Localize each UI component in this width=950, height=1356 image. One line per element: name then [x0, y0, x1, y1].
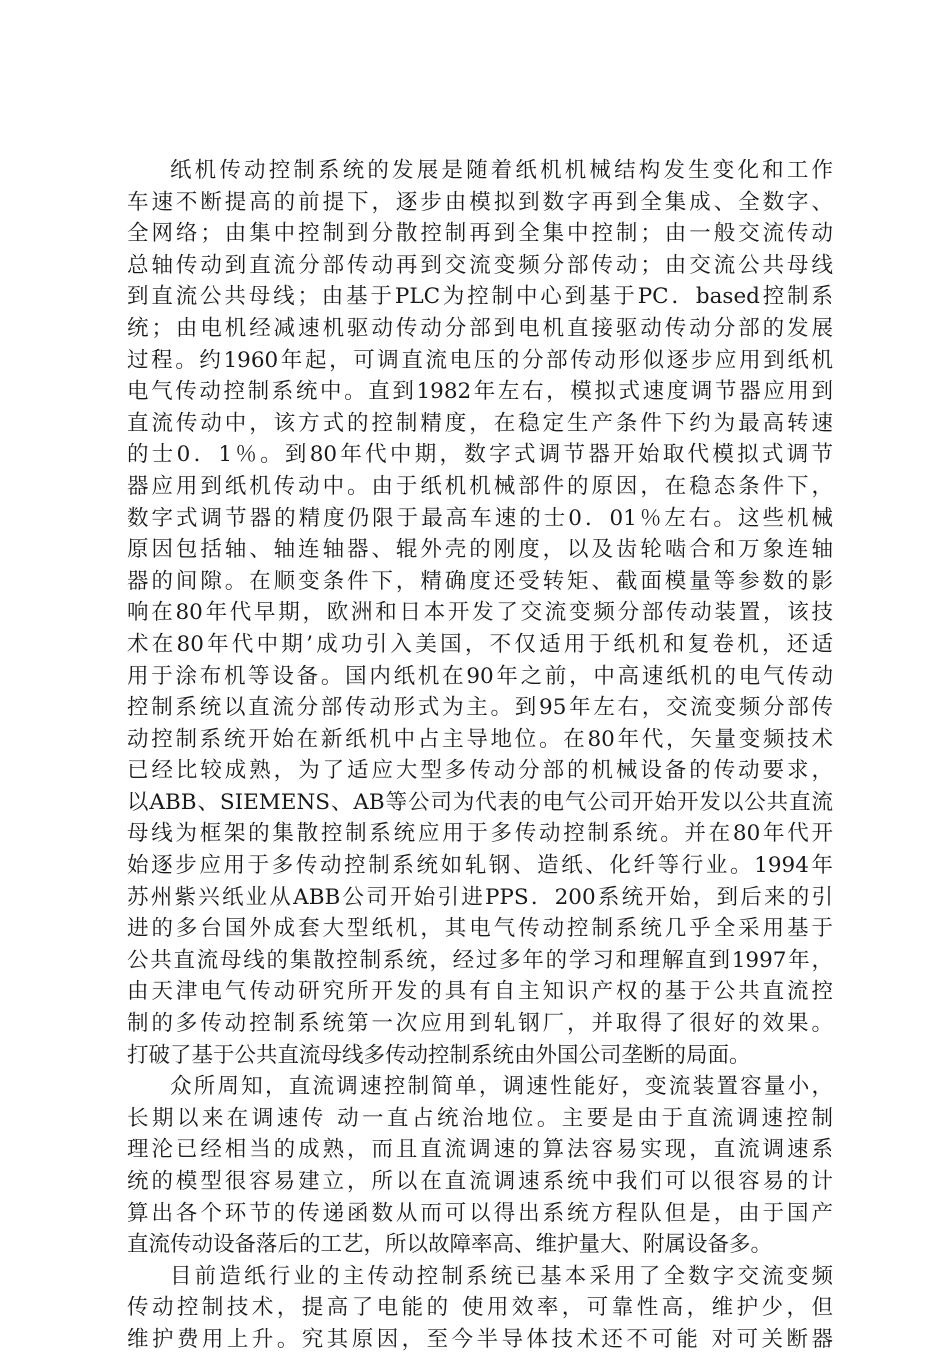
- text-line: 传动控制技术，提高了电能的 使用效率，可靠性高，维护少，但: [127, 1295, 833, 1321]
- text-line: 器应用到纸机传动中。由于纸机机械部件的原因，在稳态条件下，: [127, 473, 833, 499]
- paragraph-ac-drive: [127, 1261, 833, 1356]
- text-line: 统的模型很容易建立，所以在直流调速系统中我们可以很容易的计: [127, 1169, 833, 1194]
- text-line: 控制系统以直流分部传动形式为主。到95年左右，交流变频分部传: [127, 695, 833, 721]
- text-line: 车速不断提高的前提下，逐步由模拟到数字再到全集成、全数字、: [127, 189, 833, 215]
- text-line: 算出各个环节的传递函数从而可以得出系统方程队但是，由于国产: [127, 1200, 833, 1226]
- text-line: 直流传动中，该方式的控制精度，在稳定生产条件下约为最高转速: [127, 410, 833, 436]
- text-line: 到直流公共母线；由基于PLC为控制中心到基于PC．based控制系: [127, 284, 833, 310]
- text-line: 过程。约1960年起，可调直流电压的分部传动形似逐步应用到纸机: [127, 347, 833, 373]
- text-line: 以ABB、SIEMENS、AB等公司为代表的电气公司开始开发以公共直流: [127, 789, 833, 815]
- text-line: 原因包括轴、轴连轴器、辊外壳的刚度，以及齿轮啮合和万象连轴: [127, 537, 833, 563]
- text-line: 动控制系统开始在新纸机中占主导地位。在80年代，矢量变频技术: [127, 726, 833, 752]
- document-body: [127, 155, 833, 1356]
- text-line: 制的多传动控制系统第一次应用到轧钢厂，并取得了很好的效果。: [127, 1011, 833, 1037]
- text-line: 众所周知，直流调速控制简单，调速性能好，变流装置容量小，: [170, 1074, 833, 1100]
- text-line: 打破了基于公共直流母线多传动控制系统由外国公司垄断的局面。: [127, 1042, 751, 1068]
- text-line: 的士0．1％。到80年代中期，数字式调节器开始取代模拟式调节: [127, 442, 833, 468]
- text-line: 长期以来在调速传 动一直占统治地位。主要是由于直流调速控制: [127, 1105, 833, 1131]
- text-line: 公共直流母线的集散控制系统，经过多年的学习和理解直到1997年，: [127, 947, 833, 973]
- text-line: 用于涂布机等设备。国内纸机在90年之前，中高速纸机的电气传动: [127, 663, 833, 689]
- text-line: 器的间隙。在顺变条件下，精确度还受转矩、截面模量等参数的影: [127, 568, 833, 594]
- text-line: 目前造纸行业的主传动控制系统已基本采用了全数字交流变频: [170, 1263, 833, 1289]
- text-line: 始逐步应用于多传动控制系统如轧钢、造纸、化纤等行业。1994年: [127, 853, 833, 879]
- text-line: 术在80年代中期’成功引入美国，不仅适用于纸机和复卷机，还适: [127, 631, 833, 657]
- text-line: 母线为框架的集散控制系统应用于多传动控制系统。并在80年代开: [127, 821, 833, 847]
- text-line: 已经比较成熟，为了适应大型多传动分部的机械设备的传动要求，: [127, 758, 833, 784]
- text-line: 统；由电机经减速机驱动传动分部到电机直接驱动传动分部的发展: [127, 315, 833, 341]
- text-line: 理沦已经相当的成熟，而且直流调速的算法容易实现，直流调速系: [127, 1137, 833, 1163]
- paragraph-history: [127, 155, 833, 1071]
- text-line: 纸机传动控制系统的发展是随着纸机机械结构发生变化和工作: [170, 158, 833, 183]
- text-line: 全网络；由集中控制到分散控制再到全集中控制；由一般交流传动: [127, 221, 833, 247]
- text-line: 进的多台国外成套大型纸机，其电气传动控制系统几乎全采用基于: [127, 916, 833, 942]
- text-line: 苏州紫兴纸业从ABB公司开始引进PPS．200系统开始，到后来的引: [127, 884, 833, 910]
- text-line: 直流传动设备落后的工艺，所以故障率高、维护量大、附属设备多。: [127, 1232, 773, 1258]
- text-line: 维护费用上升。究其原因，至今半导体技术还不可能 对可关断器: [127, 1326, 833, 1352]
- text-line: 响在80年代早期，欧洲和日本开发了交流变频分部传动装置，该技: [127, 600, 833, 626]
- text-line: 由天津电气传动研究所开发的具有自主知识产权的基于公共直流控: [127, 979, 833, 1005]
- text-line: 总轴传动到直流分部传动再到交流变频分部传动；由交流公共母线: [127, 252, 833, 278]
- text-line: 电气传动控制系统中。直到1982年左右，模拟式速度调节器应用到: [127, 379, 833, 405]
- paragraph-dc-drive: [127, 1071, 833, 1261]
- text-line: 数字式调节器的精度仍限于最高车速的士0．01％左右。这些机械: [127, 505, 833, 531]
